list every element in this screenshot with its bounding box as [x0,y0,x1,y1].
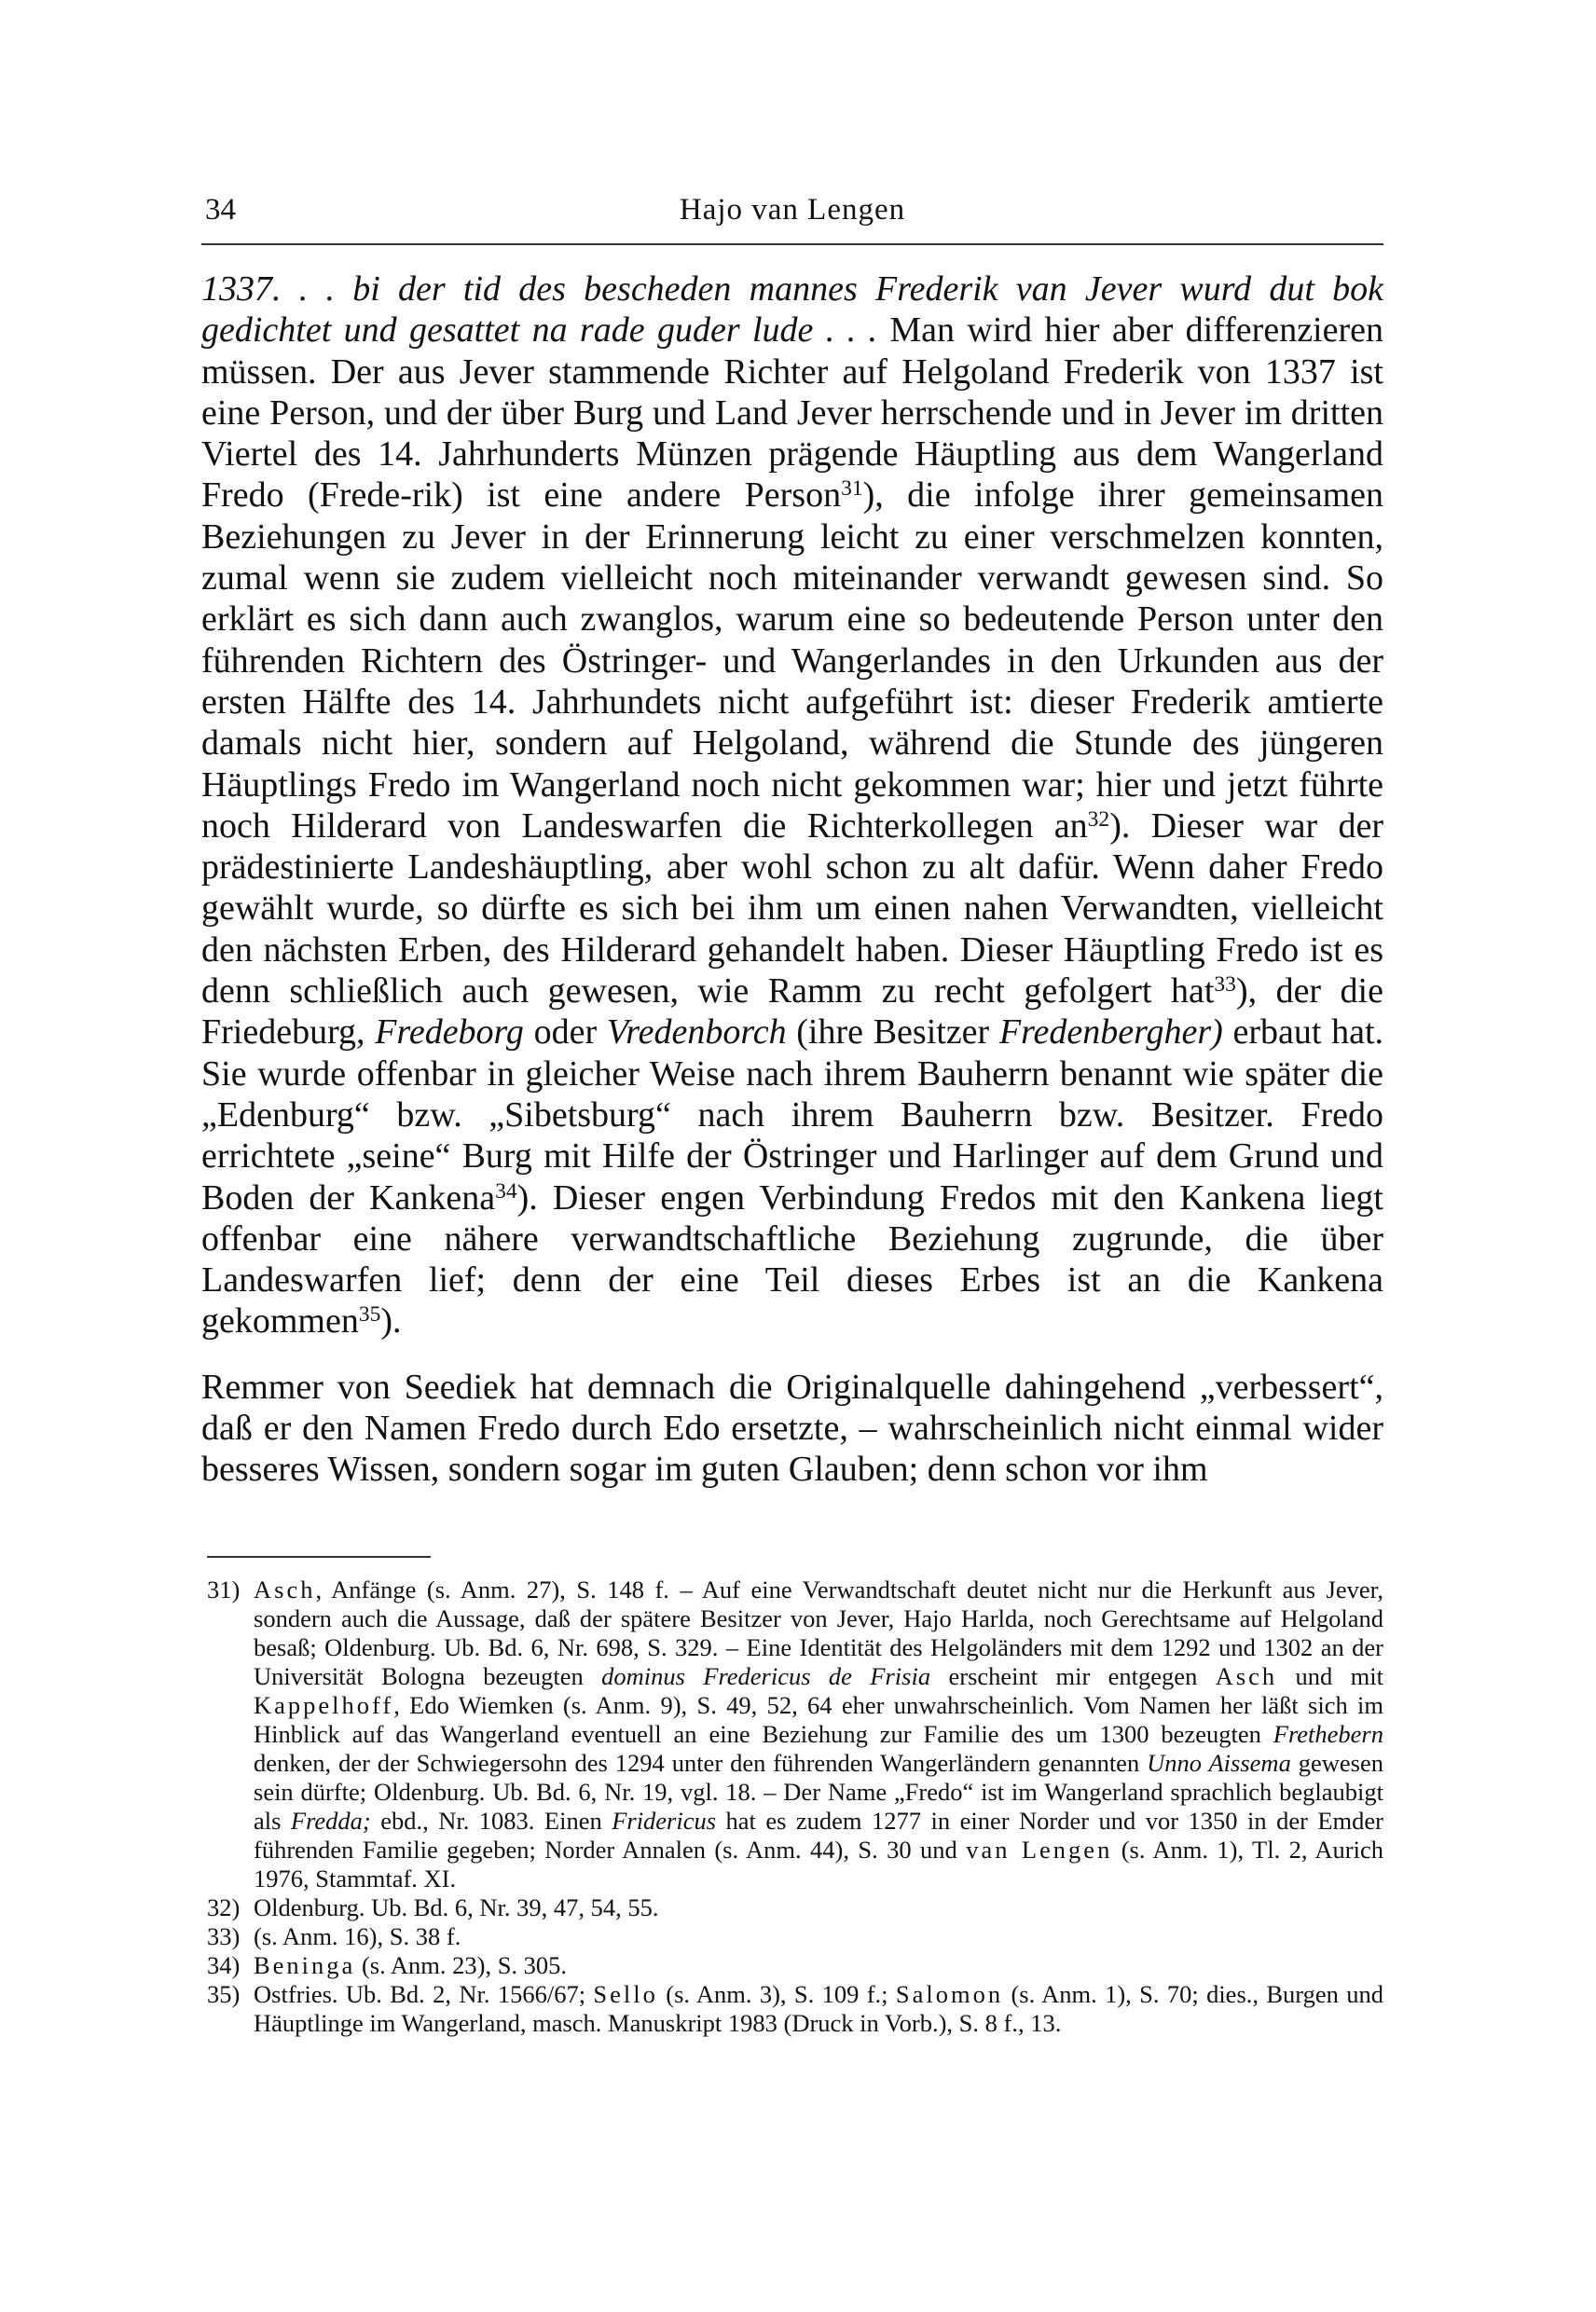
footnote-34 [207,1951,1383,1980]
text-run: erbaut hat. Sie wurde offenbar in gleicher Weise nach ihrem Bauherrn benannt wie später die „Edenburg“ bzw. „Sibetsburg“ nach ihrem Bauherrn bzw. Besitzer. Fredo errichtete „seine“ Burg mit Hilfe der Östringer und Harlinger auf dem Grund und Boden der Kankena [201,1012,1384,1218]
text-run: Ostfries. Ub. Bd. 2, Nr. 1566/67; [254,1980,594,2008]
text-run: (ihre Besitzer [786,1012,999,1053]
footnote-ref-32[interactable]: 32 [1087,807,1110,833]
footnote-35 [207,1980,1383,2038]
author-name: Kappelhoff [254,1691,394,1719]
italic-term: Fredeborg [375,1012,524,1053]
text-run: (s. Anm. 23), S. 305. [355,1951,568,1979]
author-name: Asch [1215,1662,1278,1690]
text-run: (s. Anm. 3), S. 109 f.; [657,1980,896,2008]
footnote-ref-34[interactable]: 34 [495,1178,517,1204]
text-run: ). Dieser war der prädestinierte Landeshäuptling, aber wohl schon zu alt dafür. Wenn daher Fredo gewählt wurde, so dürfte es sich bei ihm um einen nahen Verwandten, vielleicht den nächsten Erben, des Hilderard gehandelt haben. Dieser Häuptling Fredo ist es denn schließlich auch gewesen, wie Ramm zu recht gefolgert hat [201,805,1384,1012]
author-name: Salomon [895,1980,1004,2008]
text-run: (s. Anm. 1), Tl. 2, Aurich 1976, Stammtaf. XI. [254,1836,1383,1892]
italic-term: Frethebern [1273,1720,1383,1748]
footnote-number: 34) [207,1951,241,1979]
text-run: ). Dieser engen Verbindung Fredos mit den Kankena liegt offenbar eine nähere verwandtschaftliche Beziehung zugrunde, die über Landeswarfen lief; denn der eine Teil dieses Erbes ist an die Kankena gekommen [201,1177,1383,1342]
footnotes [207,1576,1383,2038]
page-header [201,189,1383,245]
paragraph-1 [201,268,1383,1342]
text-run: gewesen sein dürfte; Oldenburg. Ub. Bd. 6, Nr. 19, vgl. 18. – Der Name „Fredo“ ist im Wangerland sprachlich beglaubigt als [254,1749,1384,1835]
body-text [201,268,1383,1491]
footnote-ref-35[interactable]: 35 [358,1302,381,1328]
text-run: erscheint mir entgegen [930,1662,1216,1690]
author-name: Sello [593,1980,658,2008]
text-run: (s. Anm. 1), S. 70; dies., Burgen und Häuptlinge im Wangerland, masch. Manuskript 1983 (Druck in Vorb.), S. 8 f., 13. [254,1980,1383,2037]
text-run: denken, der der Schwiegersohn des 1294 unter den führenden Wangerländern genannten [254,1749,1148,1777]
text-run: (s. Anm. 16), S. 38 f. [254,1922,461,1950]
header-rule [201,243,1383,245]
italic-term: Fridericus [612,1807,717,1835]
footnote-ref-31[interactable]: 31 [841,476,863,502]
footnote-rule [207,1556,431,1558]
paragraph-2: Remmer von Seediek hat demnach die Originalquelle dahingehend „verbessert“, daß er den Namen Fredo durch Edo ersetzte, – wahrscheinlich nicht einmal wider besseres Wissen, sondern sogar im guten Glauben; denn schon vor ihm [201,1367,1383,1490]
footnote-number: 32) [207,1893,241,1921]
footnote-33 [207,1922,1383,1951]
italic-term: Fredda; [290,1807,371,1835]
text-run: Man wird hier aber differenzieren müssen. Der aus Jever stammende Richter auf Helgoland Frederik von 1337 ist eine Person, und der über Burg und Land Jever herrschende und in Jever im dritten Viertel des 14. Jahrhunderts Münzen prägende Häuptling aus dem Wangerland Fredo (Frede-rik) ist eine andere Person [201,310,1384,516]
text-run: , Edo Wiemken (s. Anm. 9), S. 49, 52, 64 eher unwahrscheinlich. Vom Namen her läßt sich im Hinblick auf das Wangerland eventuell an eine Beziehung zur Familie des um 1300 bezeugten [254,1691,1383,1748]
footnote-ref-33[interactable]: 33 [1214,972,1236,998]
footnote-number: 31) [207,1576,241,1603]
author-name: Beninga [254,1951,356,1979]
text-run: Oldenburg. Ub. Bd. 6, Nr. 39, 47, 54, 55. [254,1893,659,1921]
author-name: Asch [254,1576,316,1603]
footnote-number: 33) [207,1922,241,1950]
text-run: ), der die Friedeburg, [201,971,1383,1053]
running-head: Hajo van Lengen [679,193,906,227]
italic-term: Fredenbergher) [998,1012,1223,1053]
italic-term: dominus Fredericus de Frisia [601,1662,931,1690]
italic-term: Vredenborch [606,1012,787,1053]
footnote-number: 35) [207,1980,241,2008]
text-run: , Anfänge (s. Anm. 27), S. 148 f. – Auf eine Verwandtschaft deutet nicht nur die Herkunft aus Jever, sondern auch die Aussage, daß der spätere Besitzer von Jever, Hajo Harlda, noch Gerechtsame auf Helgoland besaß; Oldenburg. Ub. Bd. 6, Nr. 698, S. 329. – Eine Identität des Helgoländers mit dem 1292 und 1302 an der Universität Bologna bezeugten [254,1576,1383,1690]
text-run: und mit [1277,1662,1384,1690]
page-number: 34 [205,193,236,227]
text-run: ebd., Nr. 1083. Einen [370,1807,612,1835]
italic-term: Unno Aissema [1147,1749,1291,1777]
author-name: van Lengen [966,1836,1113,1864]
text-run: ). [380,1301,402,1342]
text-run: hat es zudem 1277 in einer Norder und vor 1350 in der Emder führenden Familie gegeben; Norder Annalen (s. Anm. 44), S. 30 und [254,1807,1384,1864]
footnote-31 [207,1576,1383,1893]
quote-italic: 1337. . . bi der tid des bescheden mannes Frederik van Jever wurd dut bok gedichtet und gesattet na rade guder lude . . . [201,269,1383,351]
text-run: ), die infolge ihrer gemeinsamen Beziehungen zu Jever in der Erinnerung leicht zu einer verschmelzen konnten, zumal wenn sie zudem vielleicht noch miteinander verwandt gewesen sind. So erklärt es sich dann auch zwanglos, warum eine so bedeutende Person unter den führenden Richtern des Östringer- und Wangerlandes in den Urkunden aus der ersten Hälfte des 14. Jahrhundets nicht aufgeführt ist: dieser Frederik amtierte damals nicht hier, sondern auf Helgoland, während die Stunde des jüngeren Häuptlings Fredo im Wangerland noch nicht gekommen war; hier und jetzt führte noch Hilderard von Landeswarfen die Richterkollegen an [201,475,1383,846]
text-run: oder [523,1012,607,1053]
footnote-32 [207,1893,1383,1922]
